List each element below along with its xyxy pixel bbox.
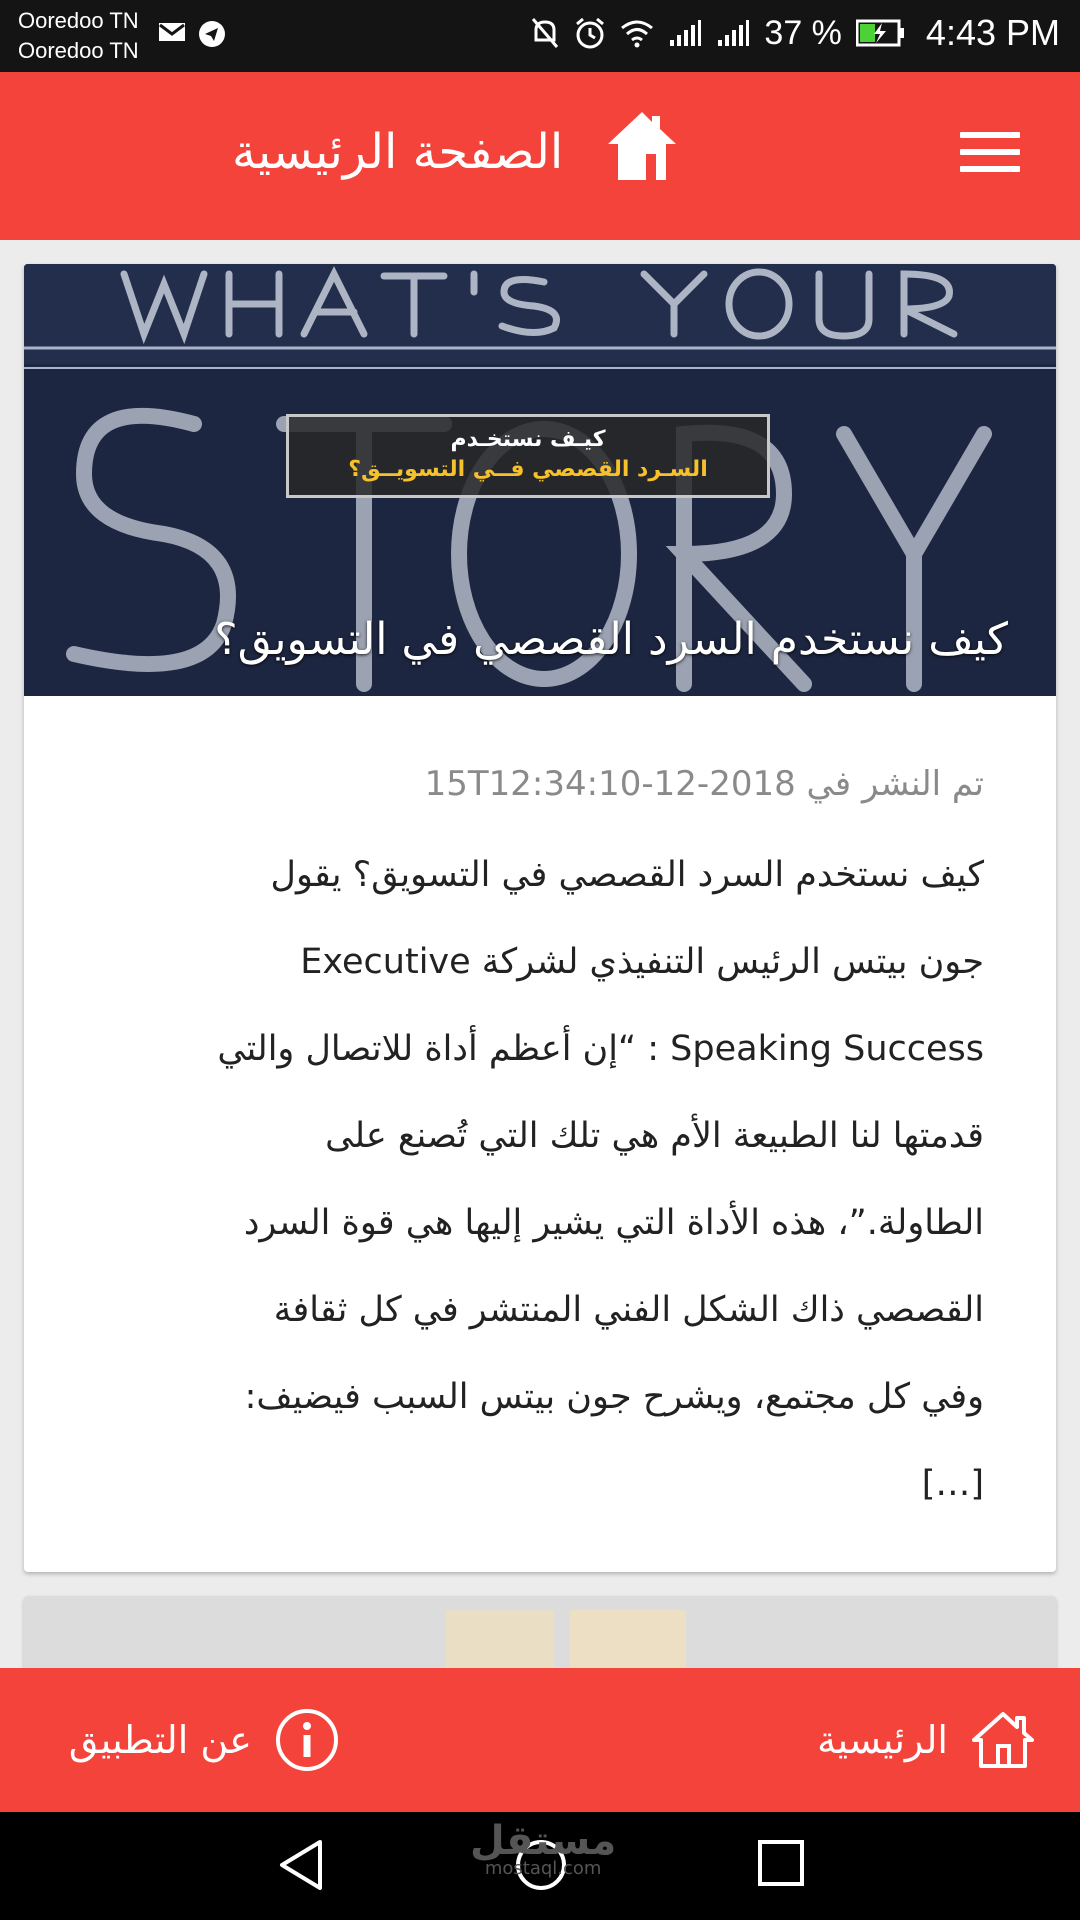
- recents-button[interactable]: [756, 1838, 806, 1892]
- nav-home-button[interactable]: [817, 1668, 1036, 1812]
- status-bar: [0, 0, 1080, 72]
- content-area[interactable]: [0, 240, 1080, 1668]
- system-navigation-bar: [0, 1812, 1080, 1920]
- excerpt-line: وفي كل مجتمع، ويشرح جون بيتس السبب فيضيف:: [244, 1377, 984, 1417]
- nav-about-label: عن التطبيق: [68, 1718, 252, 1762]
- hero-title-box: [286, 414, 770, 498]
- carrier-1: Ooredoo TN: [18, 8, 139, 33]
- info-icon: [274, 1707, 340, 1773]
- wifi-icon: [620, 18, 654, 48]
- home-outline-icon: [970, 1710, 1036, 1770]
- excerpt-line: جون بيتس الرئيس التنفيذي لشركة Executive: [300, 942, 984, 982]
- article-hero-image[interactable]: [24, 264, 1056, 696]
- telegram-icon: [198, 20, 226, 48]
- excerpt-line: قدمتها لنا الطبيعة الأم هي تلك التي تُصنع على: [325, 1116, 984, 1156]
- mostaql-watermark: [470, 1818, 616, 1879]
- watermark-latin: mostaql.com: [484, 1858, 602, 1879]
- carrier-info: [18, 6, 139, 66]
- nav-about-button[interactable]: [69, 1668, 340, 1812]
- menu-bar-2: [960, 149, 1020, 155]
- menu-bar-1: [960, 132, 1020, 138]
- read-more-link[interactable]: […]: [921, 1464, 984, 1504]
- watermark-arabic: مستقل: [470, 1818, 617, 1864]
- back-button[interactable]: [276, 1838, 326, 1896]
- carrier-2: Ooredoo TN: [18, 38, 139, 63]
- battery-percent: 37 %: [764, 13, 842, 52]
- hamburger-menu-button[interactable]: [960, 132, 1020, 180]
- publish-date: تم النشر في 2018-12-15T12:34:10: [424, 764, 984, 804]
- excerpt-line: القصصي ذاك الشكل الفني المنتشر في كل ثقافة: [273, 1290, 984, 1330]
- battery-charging-icon: [856, 19, 906, 47]
- alarm-icon: [574, 16, 606, 50]
- bottom-navigation: [0, 1668, 1080, 1812]
- clock: 4:43 PM: [925, 12, 1060, 53]
- app-bar: [0, 72, 1080, 240]
- article-title[interactable]: كيف نستخدم السرد القصصي في التسويق؟: [214, 614, 1008, 665]
- mail-icon: [158, 20, 186, 48]
- signal-icon-sim2: [716, 18, 750, 48]
- next-article-image-part: [570, 1610, 686, 1668]
- next-article-image-part: [446, 1610, 554, 1668]
- hero-box-line-2: السـرد القصصي فــي التسويــق؟: [348, 457, 708, 482]
- signal-icon-sim1: [668, 18, 702, 48]
- excerpt-line: الطاولة.”، هذه الأداة التي يشير إليها هي قوة السرد: [243, 1203, 984, 1243]
- excerpt-line: Speaking Success : “إن أعظم أداة للاتصال والتي: [217, 1029, 984, 1069]
- page-title: الصفحة الرئيسية: [232, 124, 564, 180]
- hero-box-line-1: كيـف نستخـدم: [450, 427, 606, 452]
- mute-icon: [530, 16, 560, 50]
- excerpt-line: كيف نستخدم السرد القصصي في التسويق؟ يقول: [270, 855, 984, 895]
- home-icon: [604, 108, 680, 188]
- menu-bar-3: [960, 166, 1020, 172]
- article-excerpt: [124, 832, 984, 1528]
- next-article-card[interactable]: [24, 1596, 1056, 1668]
- article-card[interactable]: [24, 264, 1056, 1572]
- nav-home-label: الرئيسية: [817, 1718, 948, 1762]
